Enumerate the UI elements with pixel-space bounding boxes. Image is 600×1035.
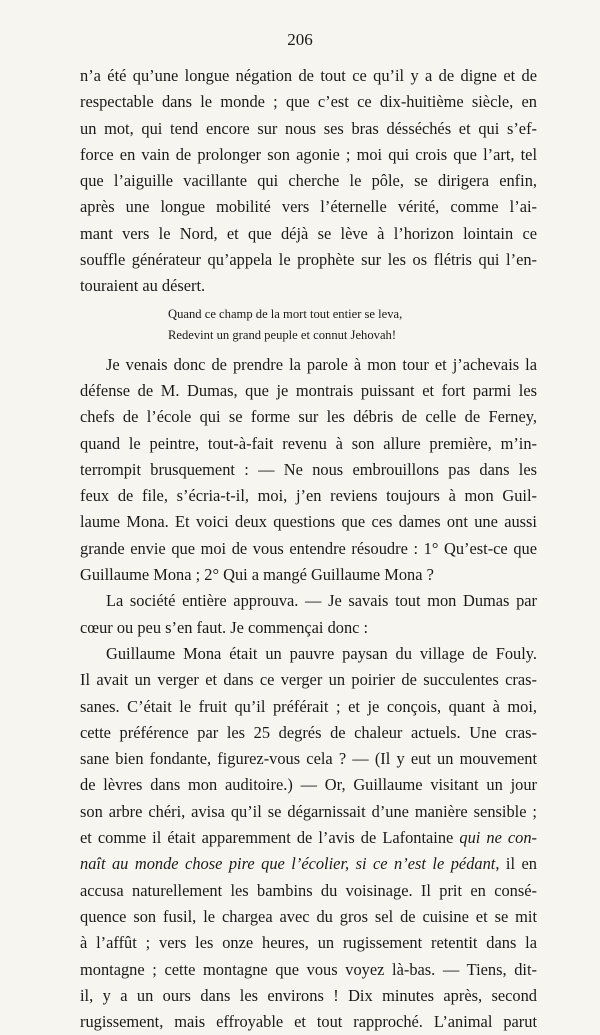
text-line: force en vain de prolonger son agonie ; moi qui crois que l’art, tel xyxy=(80,144,537,164)
text-line: Guillaume Mona était un pauvre paysan du village de Fouly. xyxy=(106,643,537,663)
paragraph-2 xyxy=(80,352,537,589)
text-line: de lèvres dans mon auditoire.) — Or, Guillaume visitant un jour xyxy=(80,775,537,795)
paragraph-1 xyxy=(80,63,537,300)
text-line: montagne ; cette montagne que vous voyez là-bas. — Tiens, dit- xyxy=(80,959,537,979)
text-line: souffle générateur qu’appela le prophète sur les os flétris qui l’en- xyxy=(80,250,537,270)
text-line: Je venais donc de prendre la parole à mon tour et j’achevais la xyxy=(106,354,537,374)
text-line: quand le peintre, tout-à-fait revenu à son allure première, m’in- xyxy=(80,433,537,453)
text-line: cœur ou peu s’en faut. Je commençai donc : xyxy=(80,617,369,637)
body-text xyxy=(80,63,537,1035)
verse-line: Quand ce champ de la mort tout entier se leva, xyxy=(168,306,403,321)
text-line: terrompit brusquement : — Ne nous embrouillons pas dans les xyxy=(80,459,537,479)
text-line: accusa naturellement les bambins du voisinage. Il prit en consé- xyxy=(80,880,537,900)
text-line: quence son fusil, le chargea avec du gros sel de cuisine et se mit xyxy=(80,906,537,926)
text-segment: , il en xyxy=(495,854,537,874)
paragraph-4 xyxy=(80,641,537,1035)
italic-quote: naît au monde chose pire que l’écolier, si ce n’est le pédant xyxy=(80,854,496,874)
text-line: rugissement, mais effroyable et tout rapproché. L’animal parut xyxy=(80,1012,537,1032)
text-segment: et comme il était apparemment de l’avis de Lafontaine xyxy=(80,828,460,848)
text-line: laume Mona. Et voici deux questions que ces dames ont une aussi xyxy=(80,512,537,532)
text-line: sane bien fondante, figurez-vous cela ? — (Il y eut un mouvement xyxy=(80,749,537,769)
text-line: La société entière approuva. — Je savais tout mon Dumas par xyxy=(106,591,537,611)
text-line: grande envie que moi de vous entendre résoudre : 1° Qu’est-ce que xyxy=(80,538,537,558)
italic-quote: qui ne con- xyxy=(459,828,538,848)
text-line: défense de M. Dumas, que je montrais puissant et fort parmi les xyxy=(80,380,537,400)
text-line: n’a été qu’une longue négation de tout ce qu’il y a de digne et de xyxy=(80,66,537,85)
text-line: à l’affût ; vers les onze heures, un rugissement retentit dans la xyxy=(80,933,537,953)
text-line: il, y a un ours dans les environs ! Dix minutes après, second xyxy=(80,985,537,1005)
text-line: respectable dans le monde ; que c’est ce dix-huitième siècle, en xyxy=(80,92,537,112)
verse-line: Redevint un grand peuple et connut Jehovah! xyxy=(168,327,397,342)
text-line: son arbre chéri, avisa qu’il se dégarnissait d’une manière sensible ; xyxy=(80,801,537,821)
text-line: un mot, qui tend encore sur nous ses bras désséchés et qui s’ef- xyxy=(80,118,537,138)
text-line: Il avait un verger et dans ce verger un poirier de succulentes cras- xyxy=(80,670,537,690)
text-line: que l’aiguille vacillante qui cherche le pôle, se dirigera enfin, xyxy=(80,171,537,191)
text-line: chefs de l’école qui se forme sur les débris de celle de Ferney, xyxy=(80,407,537,427)
page-number: 206 xyxy=(287,30,313,49)
text-line: Guillaume Mona ; 2° Qui a mangé Guillaume Mona ? xyxy=(80,565,434,585)
text-line: cette préférence par les 25 degrés de chaleur actuels. Une cras- xyxy=(80,722,537,742)
text-line: mant vers le Nord, et que déjà se lève à l’horizon lointain ce xyxy=(80,223,537,243)
text-line: après une longue mobilité vers l’éternelle vérité, comme l’ai- xyxy=(80,197,537,217)
verse-quote xyxy=(168,304,537,346)
text-line xyxy=(80,825,537,851)
text-line: feux de file, s’écria-t-il, moi, j’en reviens toujours à mon Guil- xyxy=(80,486,537,506)
text-line: touraient au désert. xyxy=(80,276,206,296)
text-line xyxy=(80,851,537,877)
paragraph-3 xyxy=(80,588,537,641)
text-line: sanes. C’était le fruit qu’il préférait ; et je conçois, quant à moi, xyxy=(80,696,537,716)
